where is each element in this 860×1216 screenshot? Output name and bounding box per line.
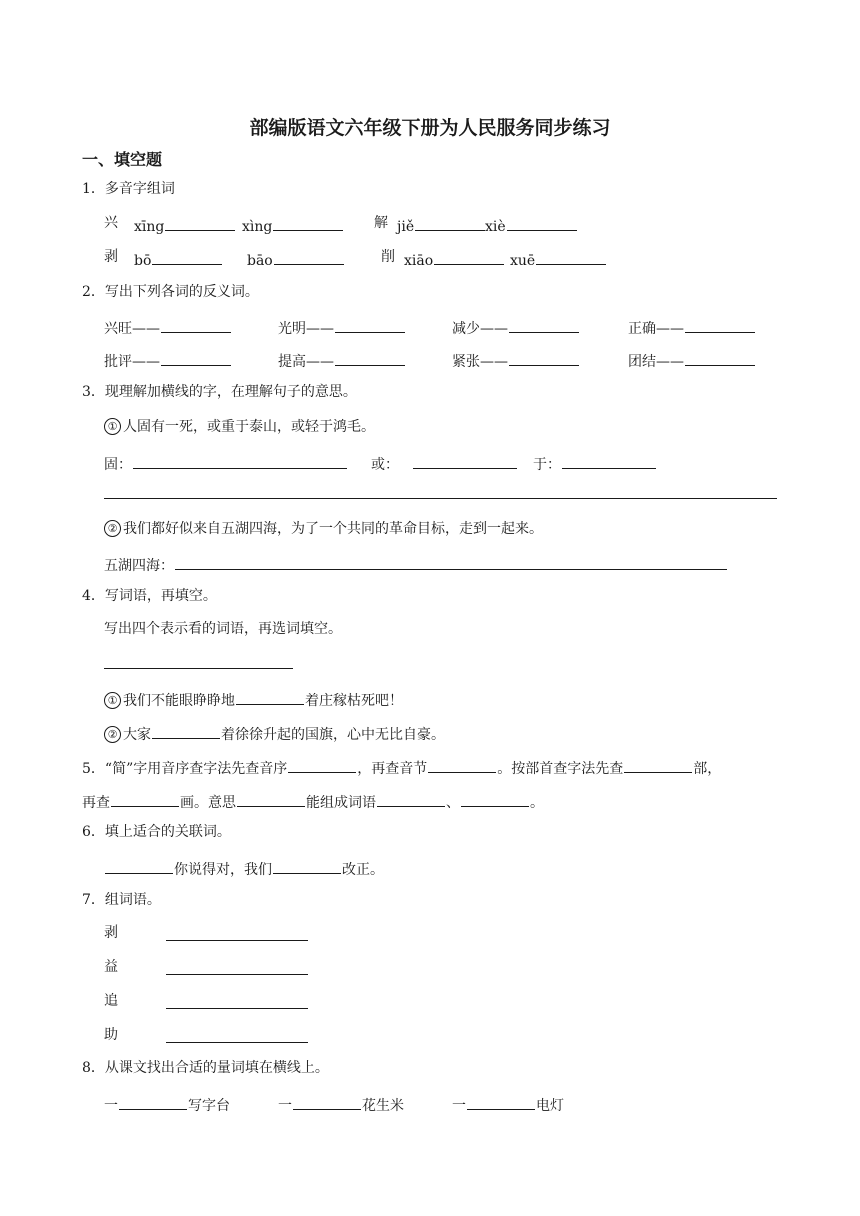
- q7-char: 追: [104, 993, 118, 1009]
- question-7: [82, 893, 161, 907]
- question-number: 7．: [82, 892, 105, 908]
- question-3: [82, 385, 357, 399]
- answer-line[interactable]: [104, 668, 293, 669]
- answer-blank[interactable]: [274, 250, 344, 265]
- q3-label-gu: 固：: [104, 454, 348, 472]
- question-text: 写出下列各词的反义词。: [104, 284, 259, 300]
- question-2: [82, 285, 259, 299]
- answer-blank[interactable]: [152, 250, 222, 265]
- q3-sentence-1: ① 人固有一死，或重于泰山，或轻于鸿毛。: [104, 418, 375, 435]
- answer-blank[interactable]: [562, 454, 656, 469]
- q8-item: 一 电灯: [452, 1095, 564, 1113]
- q1-char-jie: 解: [374, 215, 388, 231]
- question-number: 3．: [82, 384, 105, 400]
- answer-blank[interactable]: [288, 758, 356, 773]
- answer-blank[interactable]: [293, 1095, 361, 1110]
- answer-blank[interactable]: [509, 351, 579, 366]
- answer-blank[interactable]: [236, 690, 304, 705]
- answer-blank[interactable]: [165, 216, 235, 231]
- question-text: 多音字组词: [104, 181, 175, 197]
- question-4: [82, 589, 217, 603]
- q2-antonym-item: 减少——: [452, 318, 580, 336]
- circled-number: ①: [104, 692, 121, 709]
- answer-blank[interactable]: [377, 792, 445, 807]
- answer-line[interactable]: [166, 1008, 308, 1009]
- question-5-line-2: 再查 画。意思 能组成词语 、 。: [82, 792, 544, 810]
- answer-blank[interactable]: [461, 792, 529, 807]
- circled-number: ②: [104, 520, 121, 537]
- question-number: 5．: [82, 761, 105, 777]
- q1-pinyin: jiě: [397, 216, 486, 234]
- q2-antonym-item: 批评——: [104, 351, 232, 369]
- question-number: 1．: [82, 181, 105, 197]
- q7-char: 益: [104, 959, 118, 975]
- q8-item: 一 花生米: [278, 1095, 404, 1113]
- circled-number: ②: [104, 726, 121, 743]
- q2-antonym-item: 兴旺——: [104, 318, 232, 336]
- q1-pinyin: xīng: [134, 216, 236, 234]
- question-number: 4．: [82, 588, 105, 604]
- answer-blank[interactable]: [428, 758, 496, 773]
- answer-line[interactable]: [166, 940, 308, 941]
- answer-blank[interactable]: [273, 859, 341, 874]
- answer-blank[interactable]: [152, 724, 220, 739]
- answer-blank[interactable]: [335, 351, 405, 366]
- answer-blank[interactable]: [161, 351, 231, 366]
- q7-char: 剥: [104, 925, 118, 941]
- q2-antonym-item: 紧张——: [452, 351, 580, 369]
- q3-label-huo: 或：: [371, 454, 518, 472]
- answer-blank[interactable]: [119, 1095, 187, 1110]
- answer-blank[interactable]: [335, 318, 405, 333]
- answer-blank[interactable]: [237, 792, 305, 807]
- q3-sentence-2: ② 我们都好似来自五湖四海，为了一个共同的革命目标，走到一起来。: [104, 520, 543, 537]
- answer-blank[interactable]: [536, 250, 606, 265]
- answer-blank[interactable]: [509, 318, 579, 333]
- q1-pinyin: bō: [134, 250, 223, 268]
- answer-blank[interactable]: [624, 758, 692, 773]
- q4-sentence-2: ② 大家 着徐徐升起的国旗，心中无比自豪。: [104, 724, 445, 743]
- answer-blank[interactable]: [161, 318, 231, 333]
- answer-blank[interactable]: [434, 250, 504, 265]
- q7-char: 助: [104, 1027, 118, 1043]
- answer-blank[interactable]: [507, 216, 577, 231]
- question-5-line-1: 5．“简”字用音序查字法先查音序 ，再查音节 。按部首查字法先查 部，: [82, 758, 721, 776]
- question-text: 现理解加横线的字，在理解句子的意思。: [104, 384, 357, 400]
- question-number: 8．: [82, 1060, 105, 1076]
- q2-antonym-item: 正确——: [628, 318, 756, 336]
- q2-antonym-item: 光明——: [278, 318, 406, 336]
- circled-number: ①: [104, 418, 121, 435]
- q1-pinyin: xiè: [485, 216, 578, 234]
- answer-blank[interactable]: [105, 859, 173, 874]
- answer-blank[interactable]: [685, 318, 755, 333]
- q1-pinyin: bāo: [247, 250, 345, 268]
- question-6: [82, 825, 231, 839]
- answer-blank[interactable]: [175, 555, 727, 570]
- answer-blank[interactable]: [111, 792, 179, 807]
- answer-blank[interactable]: [413, 454, 517, 469]
- q4-sub-instruction: 写出四个表示看的词语，再选词填空。: [104, 621, 342, 637]
- question-number: 2．: [82, 284, 105, 300]
- answer-line[interactable]: [166, 1042, 308, 1043]
- q4-sentence-1: ① 我们不能眼睁睁地 着庄稼枯死吧！: [104, 690, 403, 709]
- page-title: 部编版语文六年级下册为人民服务同步练习: [249, 117, 611, 139]
- q2-antonym-item: 提高——: [278, 351, 406, 369]
- answer-blank[interactable]: [467, 1095, 535, 1110]
- question-8: [82, 1061, 329, 1075]
- answer-line[interactable]: [104, 498, 777, 499]
- question-text: 组词语。: [104, 892, 161, 908]
- q1-pinyin: xìng: [242, 216, 344, 234]
- question-text: 填上适合的关联词。: [104, 824, 231, 840]
- q2-antonym-item: 团结——: [628, 351, 756, 369]
- q3-label-wuhu: 五湖四海：: [104, 555, 728, 573]
- q8-item: 一 写字台: [104, 1095, 230, 1113]
- question-text: 写词语，再填空。: [104, 588, 217, 604]
- q1-pinyin: xiāo: [404, 250, 505, 268]
- answer-blank[interactable]: [415, 216, 485, 231]
- question-text: 从课文找出合适的量词填在横线上。: [104, 1060, 329, 1076]
- q1-pinyin: xuē: [510, 250, 607, 268]
- answer-blank[interactable]: [273, 216, 343, 231]
- q1-char-bo: 剥: [104, 249, 118, 265]
- q3-label-yu: 于：: [533, 454, 657, 472]
- q1-char-xing: 兴: [104, 215, 118, 231]
- question-1: [82, 182, 175, 196]
- answer-blank[interactable]: [685, 351, 755, 366]
- section-heading: 一、填空题: [82, 150, 163, 169]
- answer-line[interactable]: [166, 974, 308, 975]
- question-number: 6．: [82, 824, 105, 840]
- q1-char-xiao: 削: [381, 249, 395, 265]
- q6-sentence: 你说得对，我们 改正。: [104, 859, 384, 877]
- answer-blank[interactable]: [133, 454, 347, 469]
